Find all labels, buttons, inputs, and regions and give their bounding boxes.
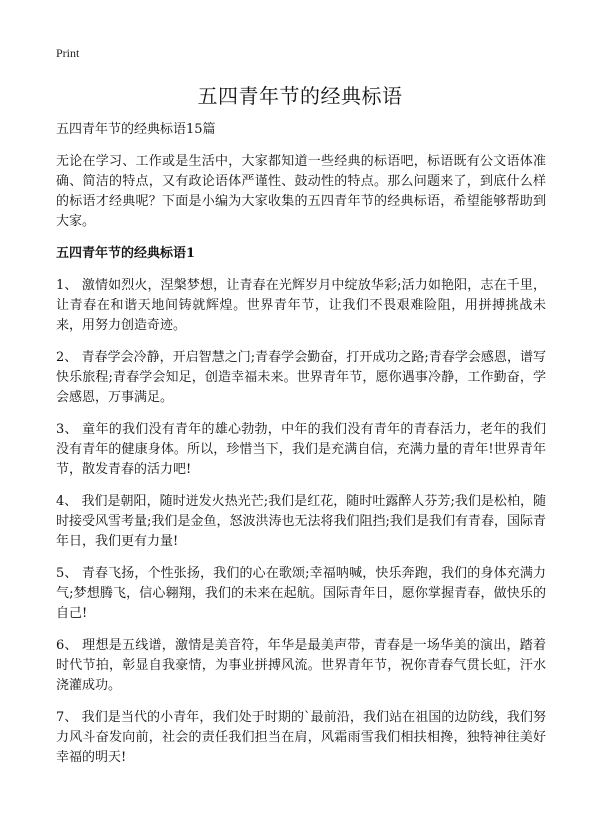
- slogan-item-7: 7、 我们是当代的小青年，我们处于时期的`最前沿，我们站在祖国的边防线，我们努力风斗奋发向前，社会的责任我们担当在肩，风霜雨雪我们相扶相搀，独特神往美好幸福的明天!: [56, 710, 546, 765]
- slogan-item-3: 3、 童年的我们没有青年的雄心勃勃，中年的我们没有青年的青春活力，老年的我们没有青年的健康身体。所以，珍惜当下，我们是充满自信，充满力量的青年!世界青年节，散发青春的活力吧!: [56, 422, 546, 477]
- section-heading: 五四青年节的经典标语1: [56, 246, 196, 261]
- slogan-item-1: 1、 激情如烈火，涅槃梦想，让青春在光辉岁月中绽放华彩;活力如艳阳，志在千里，让青春在和谐天地间铸就辉煌。世界青年节，让我们不畏艰难险阻，用拼搏挑战未来，用努力创造奇迹。: [56, 278, 546, 333]
- article-subtitle: 五四青年节的经典标语15篇: [56, 122, 216, 137]
- slogan-item-2: 2、 青春学会冷静，开启智慧之门;青春学会勤奋，打开成功之路;青春学会感恩，谱写快乐旅程;青春学会知足，创造幸福未来。世界青年节，愿你遇事冷静，工作勤奋，学会感恩，万事满足。: [56, 350, 546, 405]
- slogan-item-4: 4、 我们是朝阳，随时迸发火热光芒;我们是红花，随时吐露醉人芬芳;我们是松柏，随时接受风雪考量;我们是金鱼，怒波洪涛也无法将我们阻挡;我们是我们有青春，国际青年日，我们更有力量!: [56, 494, 546, 549]
- page-title: 五四青年节的经典标语: [197, 84, 403, 108]
- intro-paragraph: 无论在学习、工作或是生活中，大家都知道一些经典的标语吧，标语既有公文语体准确、简洁的特点，又有政论语体严谨性、鼓动性的特点。那么问题来了，到底什么样的标语才经典呢？下面是小编为大家收集的五四青年节的经典标语，希望能够帮助到大家。: [56, 154, 546, 229]
- slogan-item-5: 5、 青春飞扬，个性张扬，我们的心在歌颂;幸福呐喊，快乐奔跑，我们的身体充满力气;梦想腾飞，信心翱翔，我们的未来在起航。国际青年日，愿你掌握青春，做快乐的自己!: [56, 566, 546, 621]
- slogan-item-6: 6、 理想是五线谱，激情是美音符，年华是最美声带，青春是一场华美的演出，踏着时代节拍，彰显自我豪情，为事业拼搏风流。世界青年节，祝你青春气贯长虹，汗水浇灌成功。: [56, 638, 546, 693]
- article-body: [56, 120, 546, 780]
- print-link[interactable]: Print: [56, 46, 80, 60]
